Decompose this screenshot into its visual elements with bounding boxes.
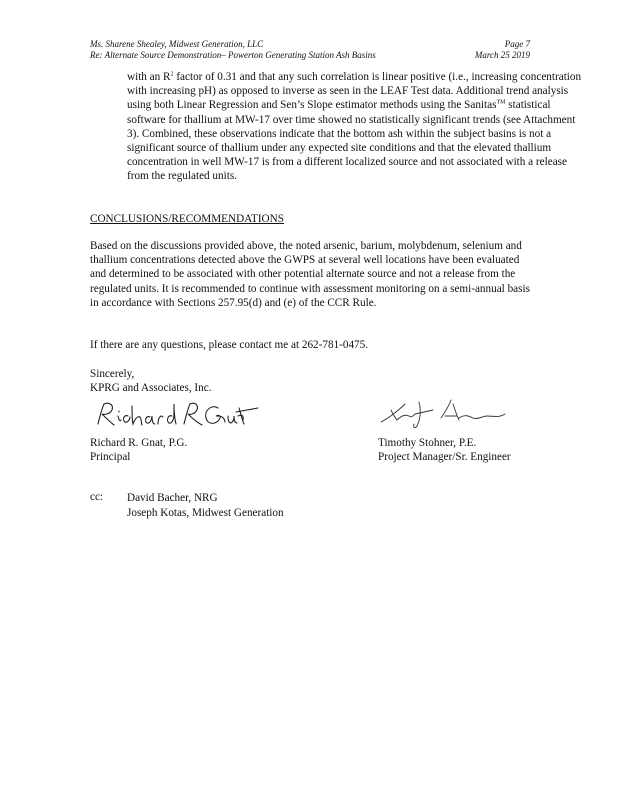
signer-block-left bbox=[90, 436, 187, 464]
thallium-analysis-paragraph bbox=[127, 70, 585, 184]
conclusions-heading: CONCLUSIONS/RECOMMENDATIONS bbox=[90, 213, 284, 225]
para1-text-b: factor of 0.31 and that any such correlation is linear positive (i.e., increasing concentration with increasing pH) as opposed to inverse as seen in the LEAF Test data. Additional trend analysis using both Linear Regression and Sen’s Slope estimator methods using the Sanitas bbox=[127, 71, 582, 112]
letter-header-left bbox=[90, 39, 376, 61]
header-page-number: Page 7 bbox=[504, 39, 530, 49]
para1-text-c: statistical software for thallium at MW-17 over time showed no statistically significant trends (see Attachment 3). Combined, these observations indicate that the bottom ash within the subject basins is not a significant source of thallium under any expected site conditions and that the elevated thallium concentration in well MW-17 is from a different localized source and not associated with a release from the regulated units. bbox=[127, 99, 576, 183]
signature-timothy-stohner bbox=[375, 396, 535, 432]
contact-paragraph: If there are any questions, please contact me at 262-781-0475. bbox=[90, 339, 369, 351]
signer-name: Richard R. Gnat, P.G. bbox=[90, 437, 188, 449]
header-date: March 25 2019 bbox=[474, 50, 530, 60]
cc-label: cc: bbox=[90, 491, 104, 503]
signature-richard-gnat bbox=[92, 398, 262, 432]
cc-recipient: David Bacher, NRG bbox=[127, 492, 218, 504]
conclusions-paragraph: Based on the discussions provided above, the noted arsenic, barium, molybdenum, selenium and thallium concentrations detected above the GWPS at several well locations have been evaluated and determined to be associated with other potential alternate source and not a release from the regulated units. It is recommended to continue with assessment monitoring on a semi-annual basis in accordance with Sections 257.95(d) and (e) of the CCR Rule. bbox=[90, 240, 530, 309]
letter-header-right bbox=[475, 39, 530, 61]
handwritten-signature-icon bbox=[375, 396, 535, 432]
closing-block bbox=[90, 367, 530, 395]
closing-company: KPRG and Associates, Inc. bbox=[90, 382, 212, 395]
signer-title: Principal bbox=[90, 451, 131, 463]
r-squared-superscript: 2 bbox=[170, 71, 174, 78]
signer-title: Project Manager/Sr. Engineer bbox=[378, 451, 511, 463]
signer-name: Timothy Stohner, P.E. bbox=[378, 437, 477, 449]
header-recipient: Ms. Sharene Shealey, Midwest Generation, LLC bbox=[90, 39, 264, 49]
trademark-superscript: TM bbox=[496, 99, 506, 106]
signer-block-right bbox=[378, 436, 511, 464]
para1-text-a: with an R bbox=[127, 71, 171, 83]
cc-recipient-list bbox=[127, 491, 284, 520]
cc-recipient: Joseph Kotas, Midwest Generation bbox=[127, 506, 284, 519]
header-re-line: Re: Alternate Source Demonstration– Powerton Generating Station Ash Basins bbox=[90, 50, 376, 60]
handwritten-signature-icon bbox=[92, 398, 262, 432]
closing-sincerely: Sincerely, bbox=[90, 368, 135, 380]
